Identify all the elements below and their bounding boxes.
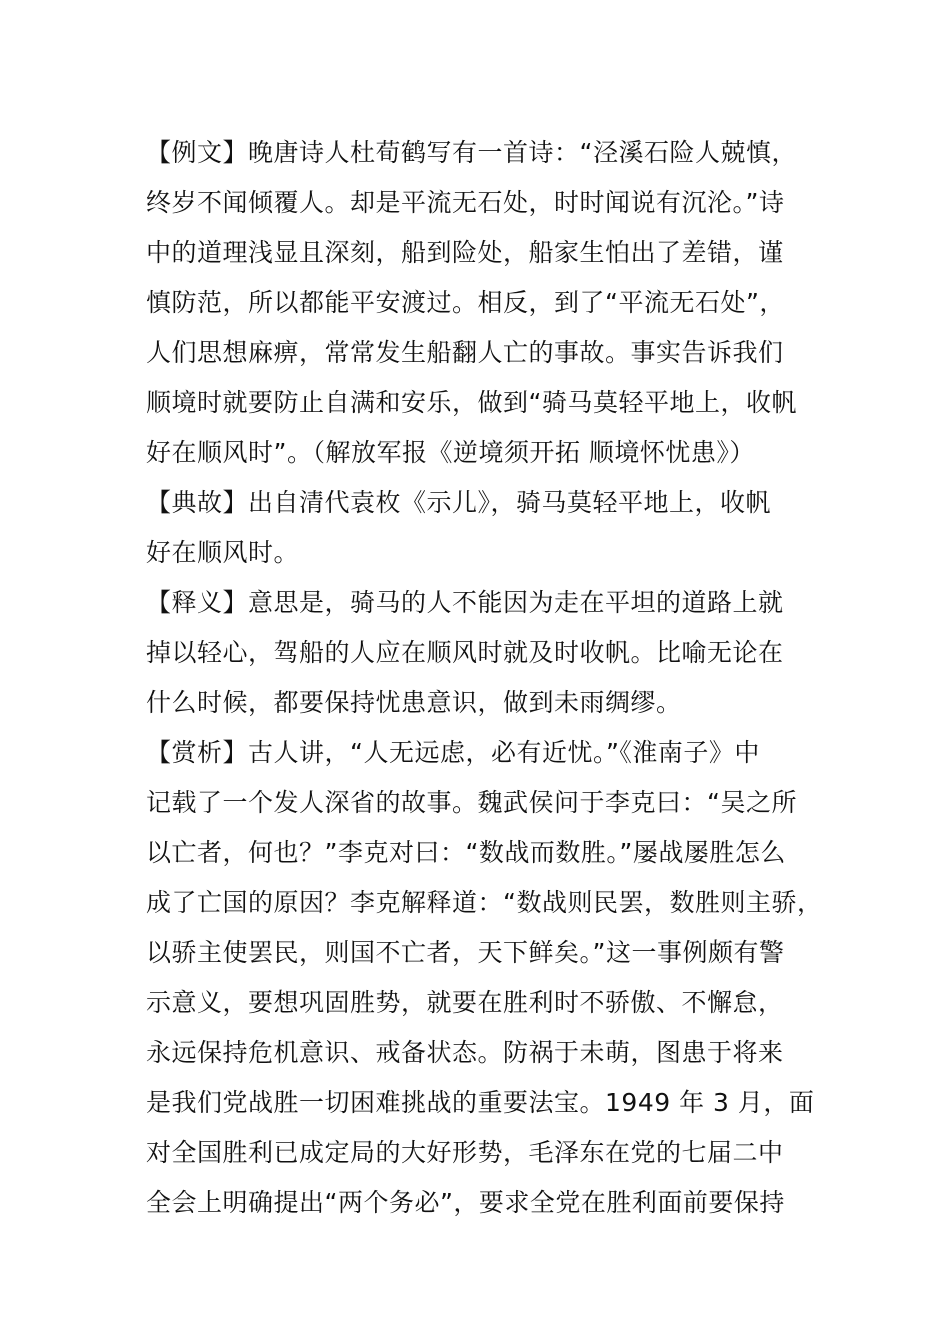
- text-line: 记载了一个发人深省的故事。魏武侯问于李克曰：“吴之所: [146, 788, 797, 817]
- text-line: 以骄主使罢民，则国不亡者，天下鲜矣。”这一事例颇有警: [146, 938, 785, 967]
- text-line: 好在顺风时”。（解放军报《逆境须开拓 顺境怀忧患》）: [146, 438, 755, 467]
- text-line: 成了亡国的原因？李克解释道：“数战则民罢，数胜则主骄，: [146, 888, 823, 917]
- text-line: 终岁不闻倾覆人。却是平流无石处，时时闻说有沉沦。”诗: [146, 188, 785, 217]
- text-line: 对全国胜利已成定局的大好形势，毛泽东在党的七届二中: [146, 1138, 784, 1167]
- text-line: 【例文】晚唐诗人杜荀鹤写有一首诗：“泾溪石险人兢慎，: [146, 138, 797, 167]
- text-line: 以亡者，何也？”李克对曰：“数战而数胜。”屡战屡胜怎么: [146, 838, 786, 867]
- text-line: 慎防范，所以都能平安渡过。相反，到了“平流无石处”，: [146, 288, 785, 317]
- text-line: 是我们党战胜一切困难挑战的重要法宝。1949 年 3 月，面: [146, 1088, 815, 1117]
- text-line: 永远保持危机意识、戒备状态。防祸于未萌，图患于将来: [146, 1038, 784, 1067]
- text-line: 中的道理浅显且深刻，船到险处，船家生怕出了差错，谨: [146, 238, 784, 267]
- text-line: 掉以轻心，驾船的人应在顺风时就及时收帆。比喻无论在: [146, 638, 784, 667]
- text-line: 什么时候，都要保持忧患意识，做到未雨绸缪。: [146, 688, 682, 717]
- text-line: 【赏析】古人讲，“人无远虑，必有近忧。”《淮南子》中: [146, 738, 760, 767]
- document-body: [146, 128, 846, 1228]
- text-line: 好在顺风时。: [146, 538, 300, 567]
- text-line: 人们思想麻痹，常常发生船翻人亡的事故。事实告诉我们: [146, 338, 784, 367]
- text-line: 【典故】出自清代袁枚《示儿》，骑马莫轻平地上，收帆: [146, 488, 772, 517]
- text-line: 【释义】意思是，骑马的人不能因为走在平坦的道路上就: [146, 588, 784, 617]
- text-line: 顺境时就要防止自满和安乐，做到“骑马莫轻平地上，收帆: [146, 388, 797, 417]
- text-line: 示意义，要想巩固胜势，就要在胜利时不骄傲、不懈怠，: [146, 988, 784, 1017]
- text-line: 全会上明确提出“两个务必”，要求全党在胜利面前要保持: [146, 1188, 785, 1217]
